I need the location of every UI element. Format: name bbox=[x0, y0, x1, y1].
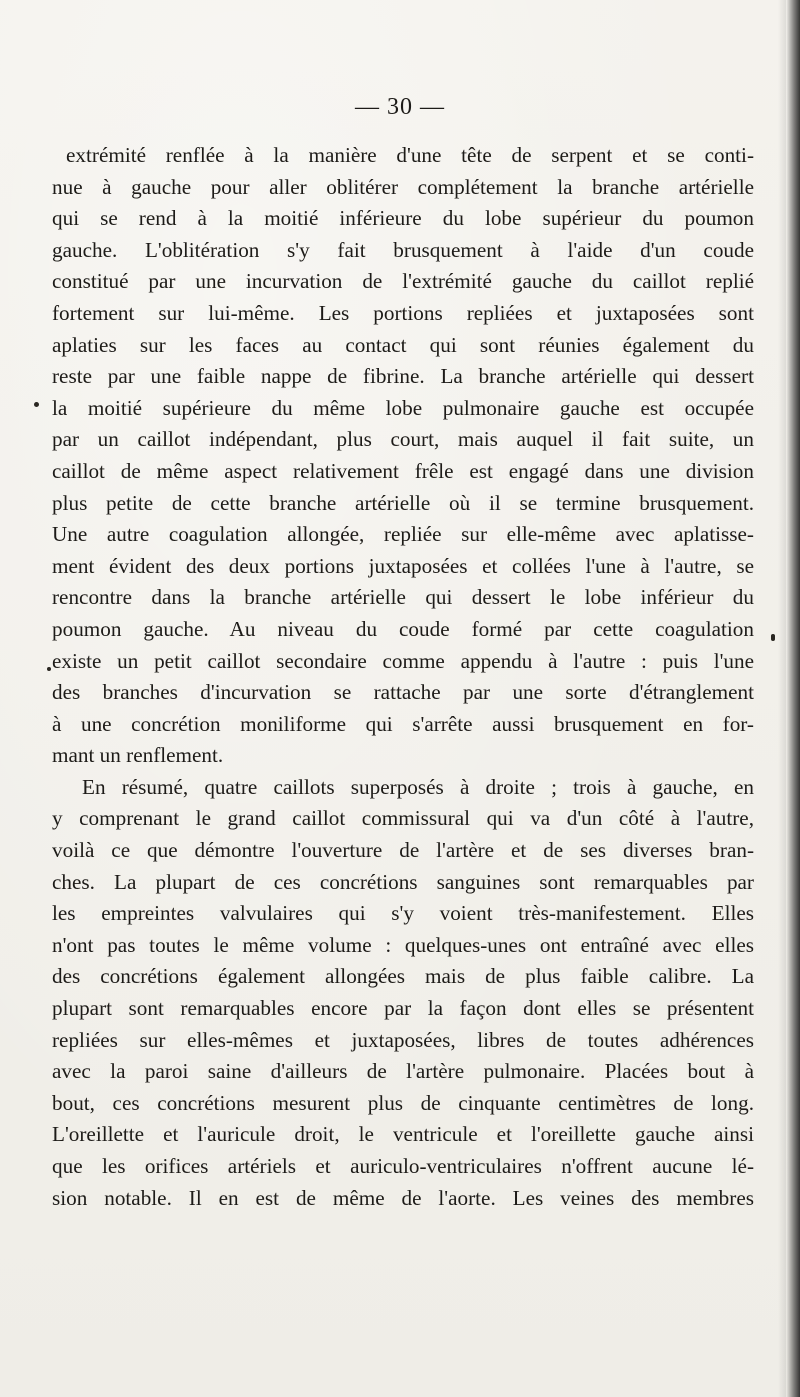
page-number: — 30 — bbox=[355, 94, 445, 120]
text-line: y comprenant le grand caillot commissural qui va d'un côté à l'autre, bbox=[52, 806, 754, 831]
text-line: En résumé, quatre caillots superposés à droite ; trois à gauche, en bbox=[82, 774, 754, 799]
text-line: aplaties sur les faces au contact qui sont réunies également du bbox=[52, 332, 754, 357]
body-text bbox=[52, 140, 754, 1214]
page-edge-shadow bbox=[778, 0, 786, 1397]
text-line: que les orifices artériels et auriculo-ventriculaires n'offrent aucune lé- bbox=[52, 1154, 754, 1178]
text-line: plus petite de cette branche artérielle où il se termine brusquement. bbox=[52, 490, 754, 515]
text-line: caillot de même aspect relativement frêle est engagé dans une division bbox=[52, 458, 754, 483]
text-line: mant un renflement. bbox=[52, 743, 224, 768]
text-line: L'oreillette et l'auricule droit, le ventricule et l'oreillette gauche ainsi bbox=[52, 1122, 754, 1147]
text-line: avec la paroi saine d'ailleurs de l'artère pulmonaire. Placées bout à bbox=[52, 1059, 754, 1084]
text-line: ment évident des deux portions juxtaposées et collées l'une à l'autre, se bbox=[52, 553, 754, 578]
text-line: à une concrétion moniliforme qui s'arrête aussi brusquement en for- bbox=[52, 711, 754, 736]
text-line: n'ont pas toutes le même volume : quelques-unes ont entraîné avec elles bbox=[52, 932, 754, 957]
text-line: repliées sur elles-mêmes et juxtaposées, libres de toutes adhérences bbox=[52, 1027, 754, 1052]
text-line: les empreintes valvulaires qui s'y voient très-manifestement. Elles bbox=[52, 901, 754, 926]
text-line: extrémité renflée à la manière d'une tête de serpent et se conti- bbox=[66, 143, 754, 167]
text-line: reste par une faible nappe de fibrine. La branche artérielle qui dessert bbox=[52, 364, 754, 389]
text-line: constitué par une incurvation de l'extrémité gauche du caillot replié bbox=[52, 269, 754, 294]
text-line: qui se rend à la moitié inférieure du lobe supérieur du poumon bbox=[52, 206, 754, 231]
text-line: la moitié supérieure du même lobe pulmonaire gauche est occupée bbox=[52, 395, 754, 420]
text-line: ches. La plupart de ces concrétions sanguines sont remarquables par bbox=[52, 869, 754, 894]
text-line: rencontre dans la branche artérielle qui dessert le lobe inférieur du bbox=[52, 585, 754, 610]
text-line: existe un petit caillot secondaire comme appendu à l'autre : puis l'une bbox=[52, 648, 754, 673]
ink-speck bbox=[34, 402, 39, 407]
text-line: des concrétions également allongées mais de plus faible calibre. La bbox=[52, 964, 754, 989]
ink-speck bbox=[47, 667, 51, 671]
page-edge-binding bbox=[786, 0, 800, 1397]
ink-speck bbox=[771, 634, 775, 641]
text-line: par un caillot indépendant, plus court, mais auquel il fait suite, un bbox=[52, 427, 754, 452]
text-line: nue à gauche pour aller oblitérer complétement la branche artérielle bbox=[52, 174, 754, 199]
text-line: poumon gauche. Au niveau du coude formé par cette coagulation bbox=[52, 616, 754, 641]
text-line: plupart sont remarquables encore par la façon dont elles se présentent bbox=[52, 996, 754, 1021]
text-line: sion notable. Il en est de même de l'aorte. Les veines des membres bbox=[52, 1185, 754, 1210]
text-line: bout, ces concrétions mesurent plus de cinquante centimètres de long. bbox=[52, 1090, 754, 1115]
text-line: fortement sur lui-même. Les portions repliées et juxtaposées sont bbox=[52, 300, 754, 325]
text-line: des branches d'incurvation se rattache par une sorte d'étranglement bbox=[52, 680, 754, 705]
text-line: voilà ce que démontre l'ouverture de l'artère et de ses diverses bran- bbox=[52, 838, 754, 863]
text-line: Une autre coagulation allongée, repliée sur elle-même avec aplatisse- bbox=[52, 522, 754, 547]
text-line: gauche. L'oblitération s'y fait brusquement à l'aide d'un coude bbox=[52, 237, 754, 262]
